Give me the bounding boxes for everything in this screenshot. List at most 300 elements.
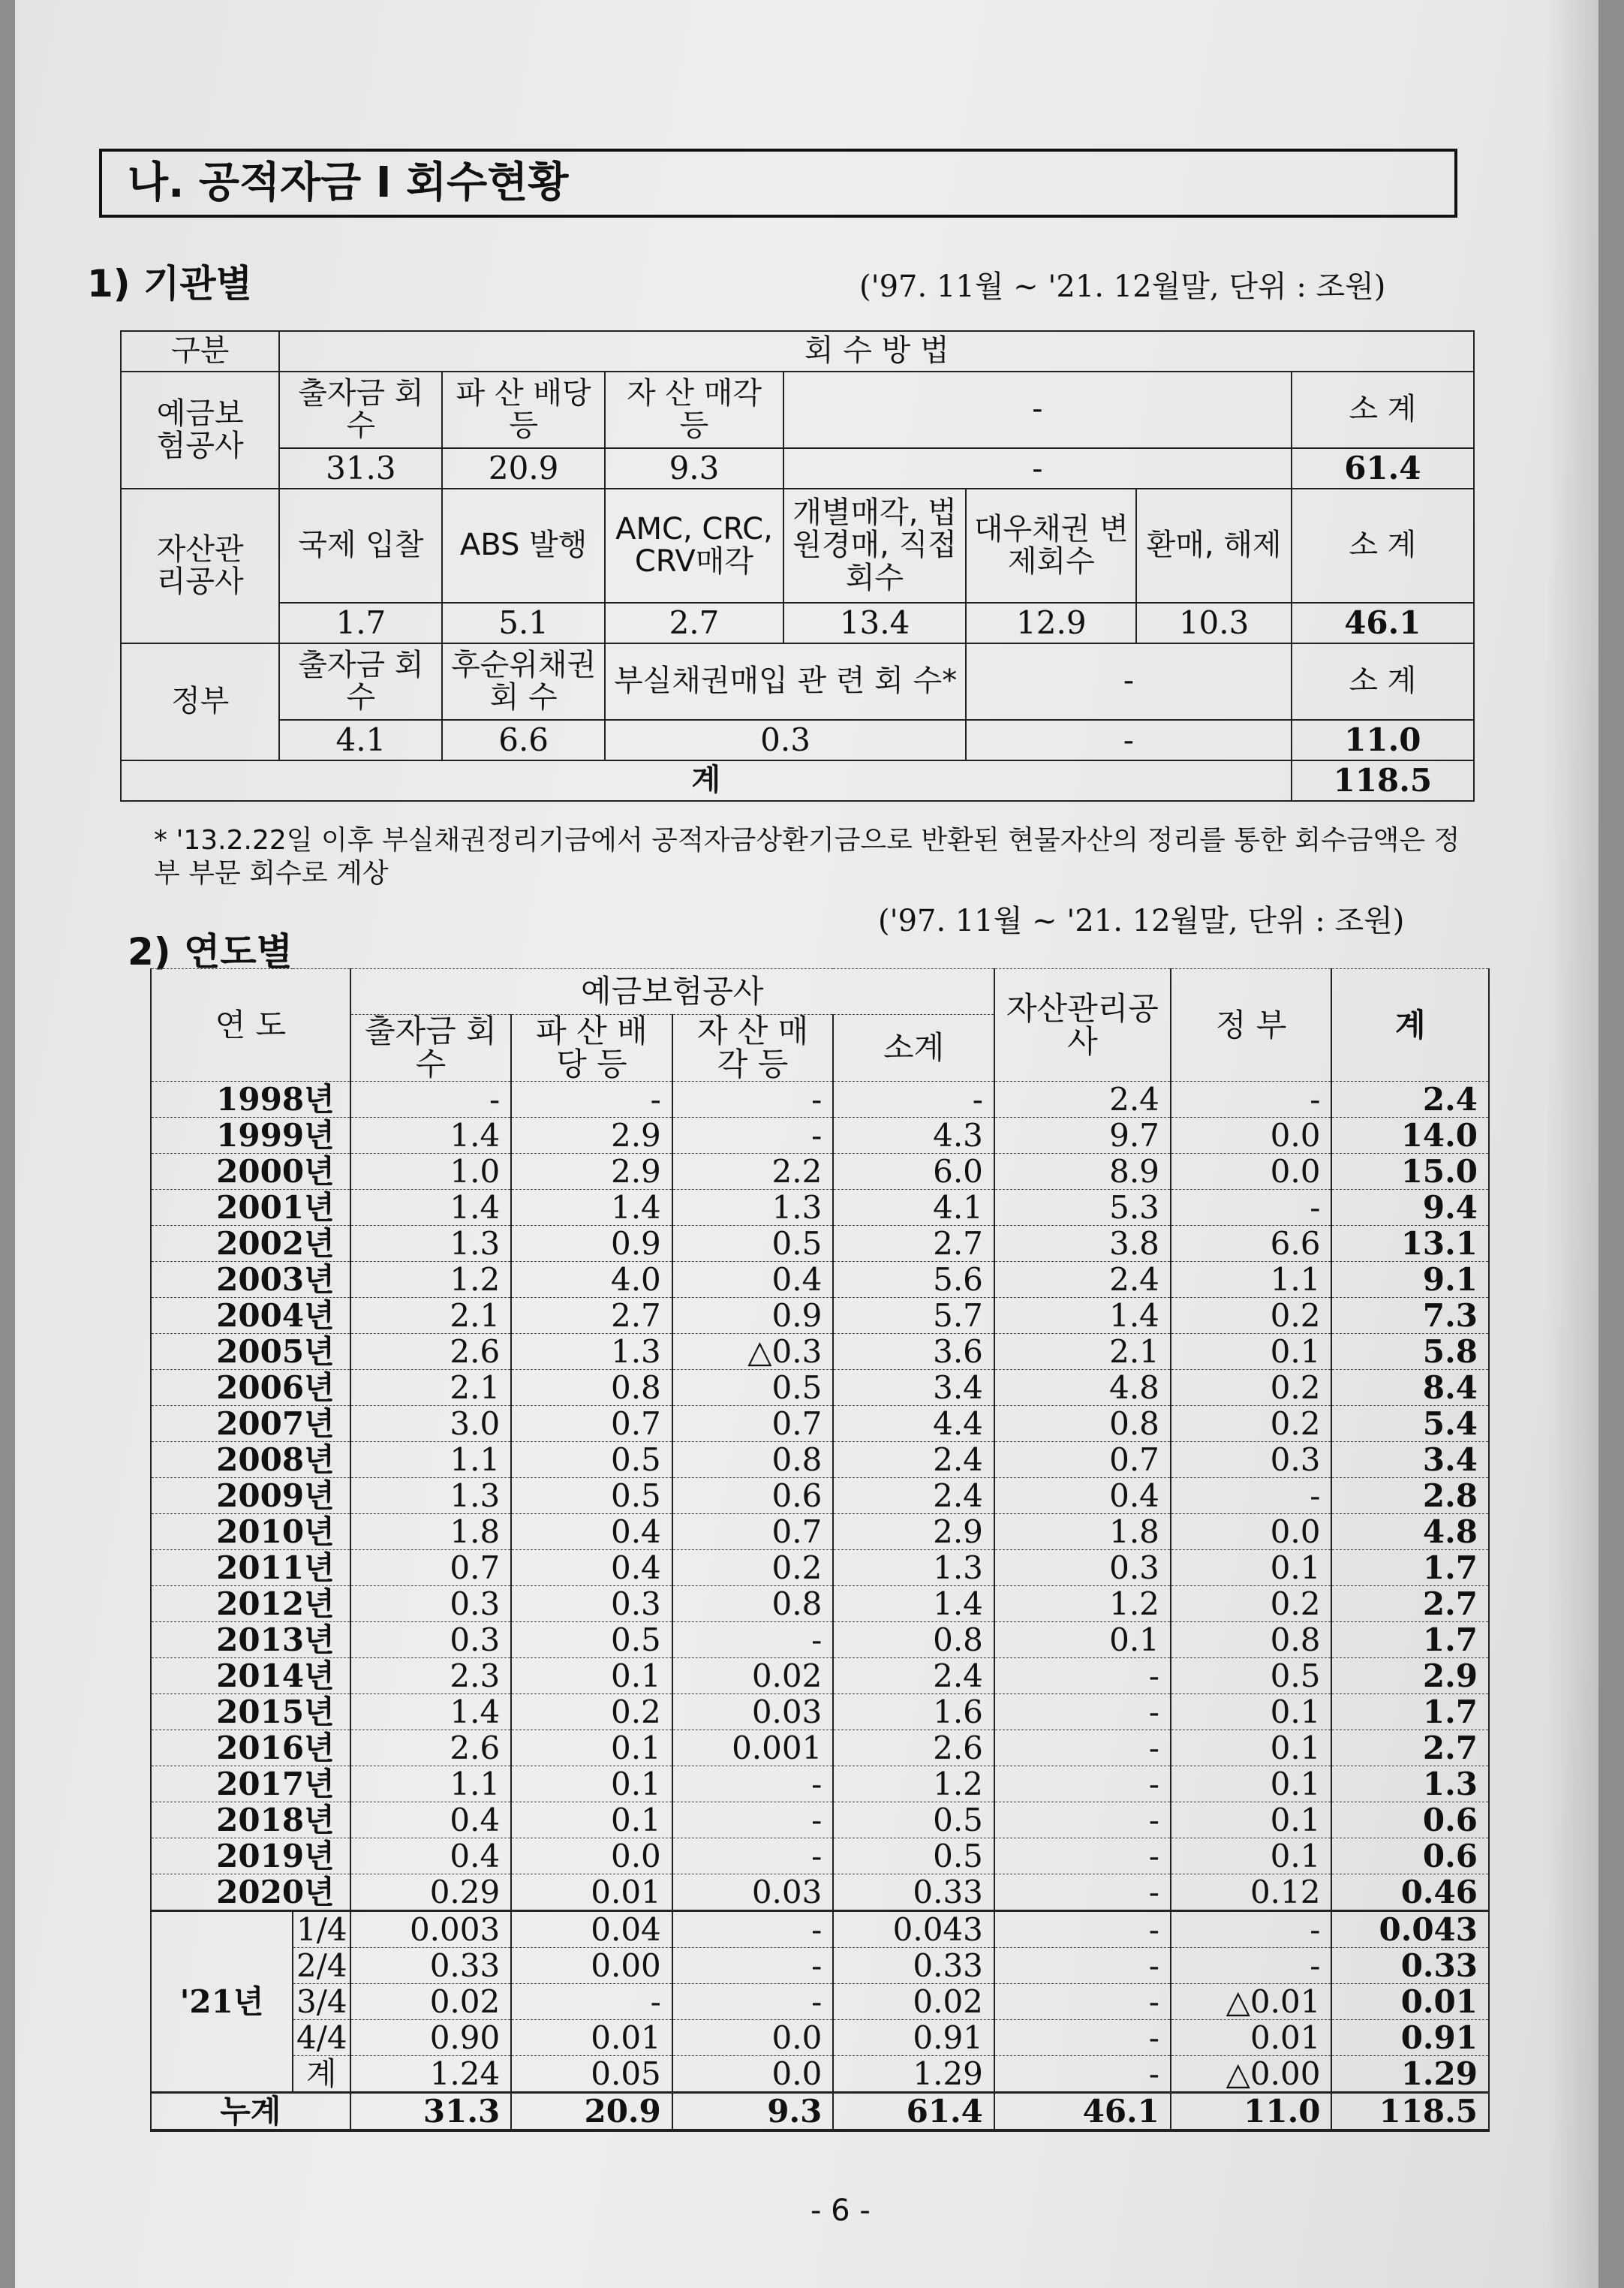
table-row: [151, 1082, 1489, 1118]
year-cell: 2002년: [151, 1226, 350, 1262]
quarter-cell: 3/4: [293, 1984, 350, 2020]
gov-label: 정부: [121, 643, 279, 760]
cell-total: 15.0: [1331, 1154, 1489, 1190]
cell-kdic-subtotal: 1.4: [833, 1586, 994, 1622]
gov-dash-label: -: [966, 643, 1292, 720]
cell-gov: 6.6: [1171, 1226, 1332, 1262]
cell-asset-sale: 0.9: [672, 1298, 834, 1334]
cell-bankruptcy: 0.00: [511, 1948, 672, 1984]
cell-asset-sale: -: [672, 1766, 834, 1802]
cell-asset-sale: 0.6: [672, 1478, 834, 1514]
cell-bankruptcy: 0.1: [511, 1730, 672, 1766]
cell-total: 1.3: [1331, 1766, 1489, 1802]
cell-total: 3.4: [1331, 1442, 1489, 1478]
cell-investment: 0.7: [350, 1550, 512, 1586]
cell-asset-sale: 0.8: [672, 1442, 834, 1478]
cell-asset-sale: 0.001: [672, 1730, 834, 1766]
cell-kdic-subtotal: 0.5: [833, 1838, 994, 1874]
cell-kdic-subtotal: 5.6: [833, 1262, 994, 1298]
kamco-value-repurchase: 10.3: [1136, 603, 1291, 643]
year-cell: 2018년: [151, 1802, 350, 1838]
page-edge-shadow: [1546, 0, 1598, 2288]
cell-bankruptcy: 0.2: [511, 1694, 672, 1730]
cell-total: 2.7: [1331, 1586, 1489, 1622]
kamco-label-daewoo: 대우채권 변제회수: [966, 489, 1136, 603]
section-title: 나. 공적자금 Ⅰ 회수현황: [128, 158, 569, 207]
year-cell: 2000년: [151, 1154, 350, 1190]
cell-total: 9.4: [1331, 1190, 1489, 1226]
header-category: 구분: [121, 331, 279, 372]
cell-kamco: 1.4: [994, 1298, 1171, 1334]
cell-gov: -: [1171, 1911, 1332, 1948]
cell-kdic-subtotal: 4.1: [833, 1190, 994, 1226]
footnote: * '13.2.22일 이후 부실채권정리기금에서 공적자금상환기금으로 반환된 현물자산의 정리를 통한 회수금액은 정부 부문 회수로 계상: [154, 825, 1460, 889]
institution-table: [120, 330, 1475, 802]
table-row: [151, 1370, 1489, 1406]
heading-by-institution: 1) 기관별: [87, 262, 252, 306]
table-row: [151, 1550, 1489, 1586]
cell-bankruptcy: 2.9: [511, 1118, 672, 1154]
cell-total: 1.7: [1331, 1550, 1489, 1586]
table-row: [151, 1226, 1489, 1262]
cell-gov: △0.01: [1171, 1984, 1332, 2020]
cell-kdic-subtotal: 4.3: [833, 1118, 994, 1154]
cell-kdic-subtotal: 2.4: [833, 1442, 994, 1478]
cell-asset-sale: -: [672, 1948, 834, 1984]
year-cell: 2005년: [151, 1334, 350, 1370]
cell-total: 4.8: [1331, 1514, 1489, 1550]
kdic-label: 예금보험공사: [121, 372, 279, 489]
table-row: [151, 1838, 1489, 1874]
year-cell: 2019년: [151, 1838, 350, 1874]
kamco-label-intl-bid: 국제 입찰: [279, 489, 442, 603]
year-cell: 2003년: [151, 1262, 350, 1298]
cell-investment: 0.003: [350, 1911, 512, 1948]
cell-kamco: -: [994, 1766, 1171, 1802]
table-row: [151, 1262, 1489, 1298]
table-row: [151, 1190, 1489, 1226]
table-row: [151, 1334, 1489, 1370]
cell-asset-sale: 0.0: [672, 2056, 834, 2093]
cell-kdic-subtotal: 2.4: [833, 1478, 994, 1514]
kdic-subtotal-label: 소 계: [1292, 372, 1474, 448]
cell-investment: 1.0: [350, 1154, 512, 1190]
cell-investment: 0.3: [350, 1586, 512, 1622]
kdic-label-investment: 출자금 회 수: [279, 372, 442, 448]
cell-gov: 0.0: [1171, 1514, 1332, 1550]
kdic-dash-value: -: [783, 448, 1292, 489]
cell-asset-sale: 0.5: [672, 1226, 834, 1262]
cell-total: 0.01: [1331, 1984, 1489, 2020]
kamco-label-individual: 개별매각, 법원경매, 직접회수: [783, 489, 966, 603]
year-cell: 2015년: [151, 1694, 350, 1730]
cell-kamco: -: [994, 1984, 1171, 2020]
kamco-label-repurchase: 환매, 해제: [1136, 489, 1291, 603]
cell-kamco: -: [994, 1694, 1171, 1730]
cell-asset-sale: 0.03: [672, 1694, 834, 1730]
cell-asset-sale: 0.5: [672, 1370, 834, 1406]
cell-investment: 2.3: [350, 1658, 512, 1694]
cell-gov: 0.0: [1171, 1154, 1332, 1190]
cell-asset-sale: 0.2: [672, 1550, 834, 1586]
cell-gov: 0.5: [1171, 1658, 1332, 1694]
cell-bankruptcy: 0.5: [511, 1442, 672, 1478]
cell-kamco: 2.4: [994, 1262, 1171, 1298]
quarter-cell: 계: [293, 2056, 350, 2093]
gov-value-npl: 0.3: [605, 720, 966, 760]
cell-kdic-subtotal: 0.8: [833, 1622, 994, 1658]
cell-kdic-subtotal: 0.043: [833, 1911, 994, 1948]
cum-total: 118.5: [1331, 2093, 1489, 2131]
cell-kamco: -: [994, 1730, 1171, 1766]
cum-investment: 31.3: [350, 2093, 512, 2131]
kdic-value-investment: 31.3: [279, 448, 442, 489]
cell-gov: -: [1171, 1082, 1332, 1118]
cell-asset-sale: 0.03: [672, 1874, 834, 1911]
quarter-cell: 1/4: [293, 1911, 350, 1948]
cell-kamco: -: [994, 1874, 1171, 1911]
cell-kdic-subtotal: 2.4: [833, 1658, 994, 1694]
cell-investment: 2.1: [350, 1370, 512, 1406]
table-row: [151, 1478, 1489, 1514]
quarter-cell: 4/4: [293, 2020, 350, 2056]
heading-by-year: 2) 연도별: [128, 930, 293, 974]
cell-kdic-subtotal: 4.4: [833, 1406, 994, 1442]
cell-total: 0.6: [1331, 1802, 1489, 1838]
cell-gov: 0.2: [1171, 1298, 1332, 1334]
cell-investment: 0.33: [350, 1948, 512, 1984]
year-cell: 2017년: [151, 1766, 350, 1802]
cum-bankruptcy: 20.9: [511, 2093, 672, 2131]
cell-kamco: -: [994, 1802, 1171, 1838]
header-kdic-investment: 출자금 회 수: [350, 1015, 512, 1082]
cum-kamco: 46.1: [994, 2093, 1171, 2131]
cell-total: 0.6: [1331, 1838, 1489, 1874]
table-row: [151, 1154, 1489, 1190]
year-rows: [151, 1082, 1489, 1911]
header-total: 계: [1331, 969, 1489, 1082]
cell-kamco: -: [994, 1658, 1171, 1694]
cell-asset-sale: 0.0: [672, 2020, 834, 2056]
kdic-value-asset-sale: 9.3: [605, 448, 783, 489]
cell-kamco: 5.3: [994, 1190, 1171, 1226]
cell-bankruptcy: 0.5: [511, 1478, 672, 1514]
cell-investment: 1.1: [350, 1442, 512, 1478]
cell-kamco: 2.4: [994, 1082, 1171, 1118]
cell-gov: 1.1: [1171, 1262, 1332, 1298]
cell-gov: 0.12: [1171, 1874, 1332, 1911]
cell-asset-sale: △0.3: [672, 1334, 834, 1370]
gov-label-investment: 출자금 회 수: [279, 643, 442, 720]
kdic-label-bankruptcy: 파 산 배당 등: [442, 372, 605, 448]
cell-investment: -: [350, 1082, 512, 1118]
cell-bankruptcy: 0.05: [511, 2056, 672, 2093]
cell-gov: 0.1: [1171, 1838, 1332, 1874]
kdic-dash-label: -: [783, 372, 1292, 448]
kamco-subtotal-label: 소 계: [1292, 489, 1474, 603]
cell-gov: 0.8: [1171, 1622, 1332, 1658]
year-cell: 2014년: [151, 1658, 350, 1694]
kamco-label-amc: AMC, CRC, CRV매각: [605, 489, 783, 603]
cell-bankruptcy: 1.4: [511, 1190, 672, 1226]
table-row: [151, 1984, 1489, 2020]
cell-kdic-subtotal: 2.6: [833, 1730, 994, 1766]
cum-asset-sale: 9.3: [672, 2093, 834, 2131]
table-row: [151, 1911, 1489, 1948]
table-row: [151, 1874, 1489, 1911]
cell-gov: -: [1171, 1190, 1332, 1226]
table-row: [151, 1586, 1489, 1622]
kamco-value-intl-bid: 1.7: [279, 603, 442, 643]
table-row: [151, 1730, 1489, 1766]
cell-gov: -: [1171, 1948, 1332, 1984]
cell-kdic-subtotal: 2.9: [833, 1514, 994, 1550]
cell-bankruptcy: 1.3: [511, 1334, 672, 1370]
cell-total: 7.3: [1331, 1298, 1489, 1334]
cell-gov: -: [1171, 1478, 1332, 1514]
cell-kamco: 0.3: [994, 1550, 1171, 1586]
cell-kamco: 0.8: [994, 1406, 1171, 1442]
page-number: - 6 -: [810, 2193, 871, 2228]
cell-investment: 1.3: [350, 1226, 512, 1262]
header-year: 연 도: [151, 969, 350, 1082]
cell-total: 1.7: [1331, 1622, 1489, 1658]
gov-label-subordinated: 후순위채권 회 수: [442, 643, 605, 720]
cell-asset-sale: -: [672, 1838, 834, 1874]
cell-kamco: -: [994, 1838, 1171, 1874]
table-row: [151, 1406, 1489, 1442]
kamco-subtotal: 46.1: [1292, 603, 1474, 643]
unit-note-2: ('97. 11월 ~ '21. 12월말, 단위 : 조원): [878, 904, 1405, 938]
year-cell: 2011년: [151, 1550, 350, 1586]
cell-total: 2.9: [1331, 1658, 1489, 1694]
quarter-cell: 2/4: [293, 1948, 350, 1984]
cell-bankruptcy: 0.4: [511, 1550, 672, 1586]
cell-bankruptcy: 0.5: [511, 1622, 672, 1658]
cell-kamco: -: [994, 2056, 1171, 2093]
cell-investment: 0.02: [350, 1984, 512, 2020]
year-cell: 2007년: [151, 1406, 350, 1442]
header-kdic-bankruptcy: 파 산 배당 등: [511, 1015, 672, 1082]
cell-investment: 3.0: [350, 1406, 512, 1442]
cell-bankruptcy: 0.9: [511, 1226, 672, 1262]
cell-kdic-subtotal: 0.5: [833, 1802, 994, 1838]
cell-investment: 0.29: [350, 1874, 512, 1911]
kdic-subtotal: 61.4: [1292, 448, 1474, 489]
cell-bankruptcy: 0.3: [511, 1586, 672, 1622]
year-cell: 2010년: [151, 1514, 350, 1550]
kamco-value-amc: 2.7: [605, 603, 783, 643]
year-cell: 2020년: [151, 1874, 350, 1911]
cell-kdic-subtotal: 1.29: [833, 2056, 994, 2093]
table-row: [151, 2020, 1489, 2056]
cell-bankruptcy: 0.8: [511, 1370, 672, 1406]
kdic-value-bankruptcy: 20.9: [442, 448, 605, 489]
kamco-label: 자산관리공사: [121, 489, 279, 643]
cell-kdic-subtotal: 0.33: [833, 1948, 994, 1984]
cell-kamco: 1.2: [994, 1586, 1171, 1622]
cell-bankruptcy: 2.9: [511, 1154, 672, 1190]
cell-total: 2.8: [1331, 1478, 1489, 1514]
kamco-value-abs: 5.1: [442, 603, 605, 643]
cell-total: 2.4: [1331, 1082, 1489, 1118]
cell-asset-sale: 0.7: [672, 1514, 834, 1550]
cell-kamco: 0.4: [994, 1478, 1171, 1514]
table-row: [151, 1802, 1489, 1838]
cell-total: 8.4: [1331, 1370, 1489, 1406]
year-cell: 2004년: [151, 1298, 350, 1334]
cell-gov: 0.3: [1171, 1442, 1332, 1478]
cell-bankruptcy: 0.1: [511, 1658, 672, 1694]
cell-total: 13.1: [1331, 1226, 1489, 1262]
kamco-label-abs: ABS 발행: [442, 489, 605, 603]
cell-total: 5.8: [1331, 1334, 1489, 1370]
year-cell: 2012년: [151, 1586, 350, 1622]
cell-gov: 0.0: [1171, 1118, 1332, 1154]
cell-kamco: 9.7: [994, 1118, 1171, 1154]
year-cell: 2006년: [151, 1370, 350, 1406]
cell-investment: 0.3: [350, 1622, 512, 1658]
kamco-value-daewoo: 12.9: [966, 603, 1136, 643]
year-cell: 2013년: [151, 1622, 350, 1658]
cell-investment: 0.90: [350, 2020, 512, 2056]
cell-investment: 1.2: [350, 1262, 512, 1298]
cell-kdic-subtotal: 6.0: [833, 1154, 994, 1190]
cell-gov: 0.2: [1171, 1586, 1332, 1622]
table-row: [151, 1948, 1489, 1984]
cell-gov: 0.1: [1171, 1802, 1332, 1838]
yearly-table: [150, 968, 1490, 2132]
table-row: [151, 1442, 1489, 1478]
header-method: 회 수 방 법: [279, 331, 1474, 372]
cell-bankruptcy: 0.0: [511, 1838, 672, 1874]
cell-kamco: 3.8: [994, 1226, 1171, 1262]
cell-asset-sale: -: [672, 1802, 834, 1838]
year-cell: 2001년: [151, 1190, 350, 1226]
cell-asset-sale: -: [672, 1118, 834, 1154]
cell-kamco: -: [994, 2020, 1171, 2056]
header-kamco: 자산관리공사: [994, 969, 1171, 1082]
cell-kamco: 2.1: [994, 1334, 1171, 1370]
cell-gov: 0.2: [1171, 1406, 1332, 1442]
cell-bankruptcy: 4.0: [511, 1262, 672, 1298]
table-row: [151, 1766, 1489, 1802]
cell-investment: 2.6: [350, 1334, 512, 1370]
cell-gov: 0.1: [1171, 1766, 1332, 1802]
cell-asset-sale: 0.4: [672, 1262, 834, 1298]
cell-gov: 0.1: [1171, 1694, 1332, 1730]
cell-investment: 1.4: [350, 1694, 512, 1730]
cell-bankruptcy: 0.04: [511, 1911, 672, 1948]
cell-gov: 0.1: [1171, 1550, 1332, 1586]
cell-asset-sale: 0.7: [672, 1406, 834, 1442]
cell-bankruptcy: 0.1: [511, 1766, 672, 1802]
cell-kamco: 8.9: [994, 1154, 1171, 1190]
kamco-value-individual: 13.4: [783, 603, 966, 643]
header-gov: 정 부: [1171, 969, 1332, 1082]
cell-kamco: -: [994, 1948, 1171, 1984]
table-row: [151, 1694, 1489, 1730]
cell-investment: 1.8: [350, 1514, 512, 1550]
header-kdic: 예금보험공사: [350, 969, 994, 1015]
cell-kdic-subtotal: -: [833, 1082, 994, 1118]
table-row: [151, 2056, 1489, 2093]
cell-bankruptcy: -: [511, 1082, 672, 1118]
cell-kamco: 4.8: [994, 1370, 1171, 1406]
cell-investment: 0.4: [350, 1838, 512, 1874]
cell-bankruptcy: 0.01: [511, 2020, 672, 2056]
table-row: [151, 1514, 1489, 1550]
year-cell: 1998년: [151, 1082, 350, 1118]
cell-kdic-subtotal: 0.33: [833, 1874, 994, 1911]
cell-total: 0.33: [1331, 1948, 1489, 1984]
total-label: 계: [121, 760, 1292, 801]
cell-asset-sale: 1.3: [672, 1190, 834, 1226]
section-title-box: [99, 149, 1457, 218]
cell-asset-sale: -: [672, 1984, 834, 2020]
year-cell: 2008년: [151, 1442, 350, 1478]
table-row: [151, 1118, 1489, 1154]
kdic-label-asset-sale: 자 산 매각 등: [605, 372, 783, 448]
document-page: [15, 0, 1598, 2288]
cell-total: 1.29: [1331, 2056, 1489, 2093]
cell-total: 14.0: [1331, 1118, 1489, 1154]
cell-kdic-subtotal: 5.7: [833, 1298, 994, 1334]
year-cell: 1999년: [151, 1118, 350, 1154]
gov-subtotal-label: 소 계: [1292, 643, 1474, 720]
cell-investment: 1.3: [350, 1478, 512, 1514]
cell-total: 9.1: [1331, 1262, 1489, 1298]
cell-investment: 2.1: [350, 1298, 512, 1334]
gov-dash-value: -: [966, 720, 1292, 760]
cell-total: 1.7: [1331, 1694, 1489, 1730]
table-row: [151, 1298, 1489, 1334]
cell-gov: 0.01: [1171, 2020, 1332, 2056]
cell-gov: 0.1: [1171, 1730, 1332, 1766]
cell-asset-sale: -: [672, 1622, 834, 1658]
cell-investment: 1.4: [350, 1190, 512, 1226]
cell-asset-sale: 2.2: [672, 1154, 834, 1190]
gov-value-subordinated: 6.6: [442, 720, 605, 760]
year-cell: 2016년: [151, 1730, 350, 1766]
cell-kamco: 0.1: [994, 1622, 1171, 1658]
cumulative-row: [151, 2093, 1489, 2131]
gov-value-investment: 4.1: [279, 720, 442, 760]
cell-kdic-subtotal: 1.2: [833, 1766, 994, 1802]
gov-label-npl: 부실채권매입 관 련 회 수*: [605, 643, 966, 720]
cell-total: 0.46: [1331, 1874, 1489, 1911]
cell-bankruptcy: 2.7: [511, 1298, 672, 1334]
unit-note-1: ('97. 11월 ~ '21. 12월말, 단위 : 조원): [859, 269, 1386, 304]
grand-total: 118.5: [1292, 760, 1474, 801]
cell-total: 0.043: [1331, 1911, 1489, 1948]
cell-total: 2.7: [1331, 1730, 1489, 1766]
cell-bankruptcy: 0.1: [511, 1802, 672, 1838]
cell-investment: 2.6: [350, 1730, 512, 1766]
cumulative-label: 누계: [151, 2093, 350, 2131]
table-row: [151, 1622, 1489, 1658]
cell-kamco: 0.7: [994, 1442, 1171, 1478]
cell-investment: 1.24: [350, 2056, 512, 2093]
cell-bankruptcy: 0.4: [511, 1514, 672, 1550]
header-kdic-subtotal: 소계: [833, 1015, 994, 1082]
cell-asset-sale: -: [672, 1082, 834, 1118]
cell-asset-sale: 0.8: [672, 1586, 834, 1622]
cell-kdic-subtotal: 3.4: [833, 1370, 994, 1406]
cum-gov: 11.0: [1171, 2093, 1332, 2131]
year-2021-cell: '21년: [151, 1911, 293, 2093]
cell-kamco: 1.8: [994, 1514, 1171, 1550]
